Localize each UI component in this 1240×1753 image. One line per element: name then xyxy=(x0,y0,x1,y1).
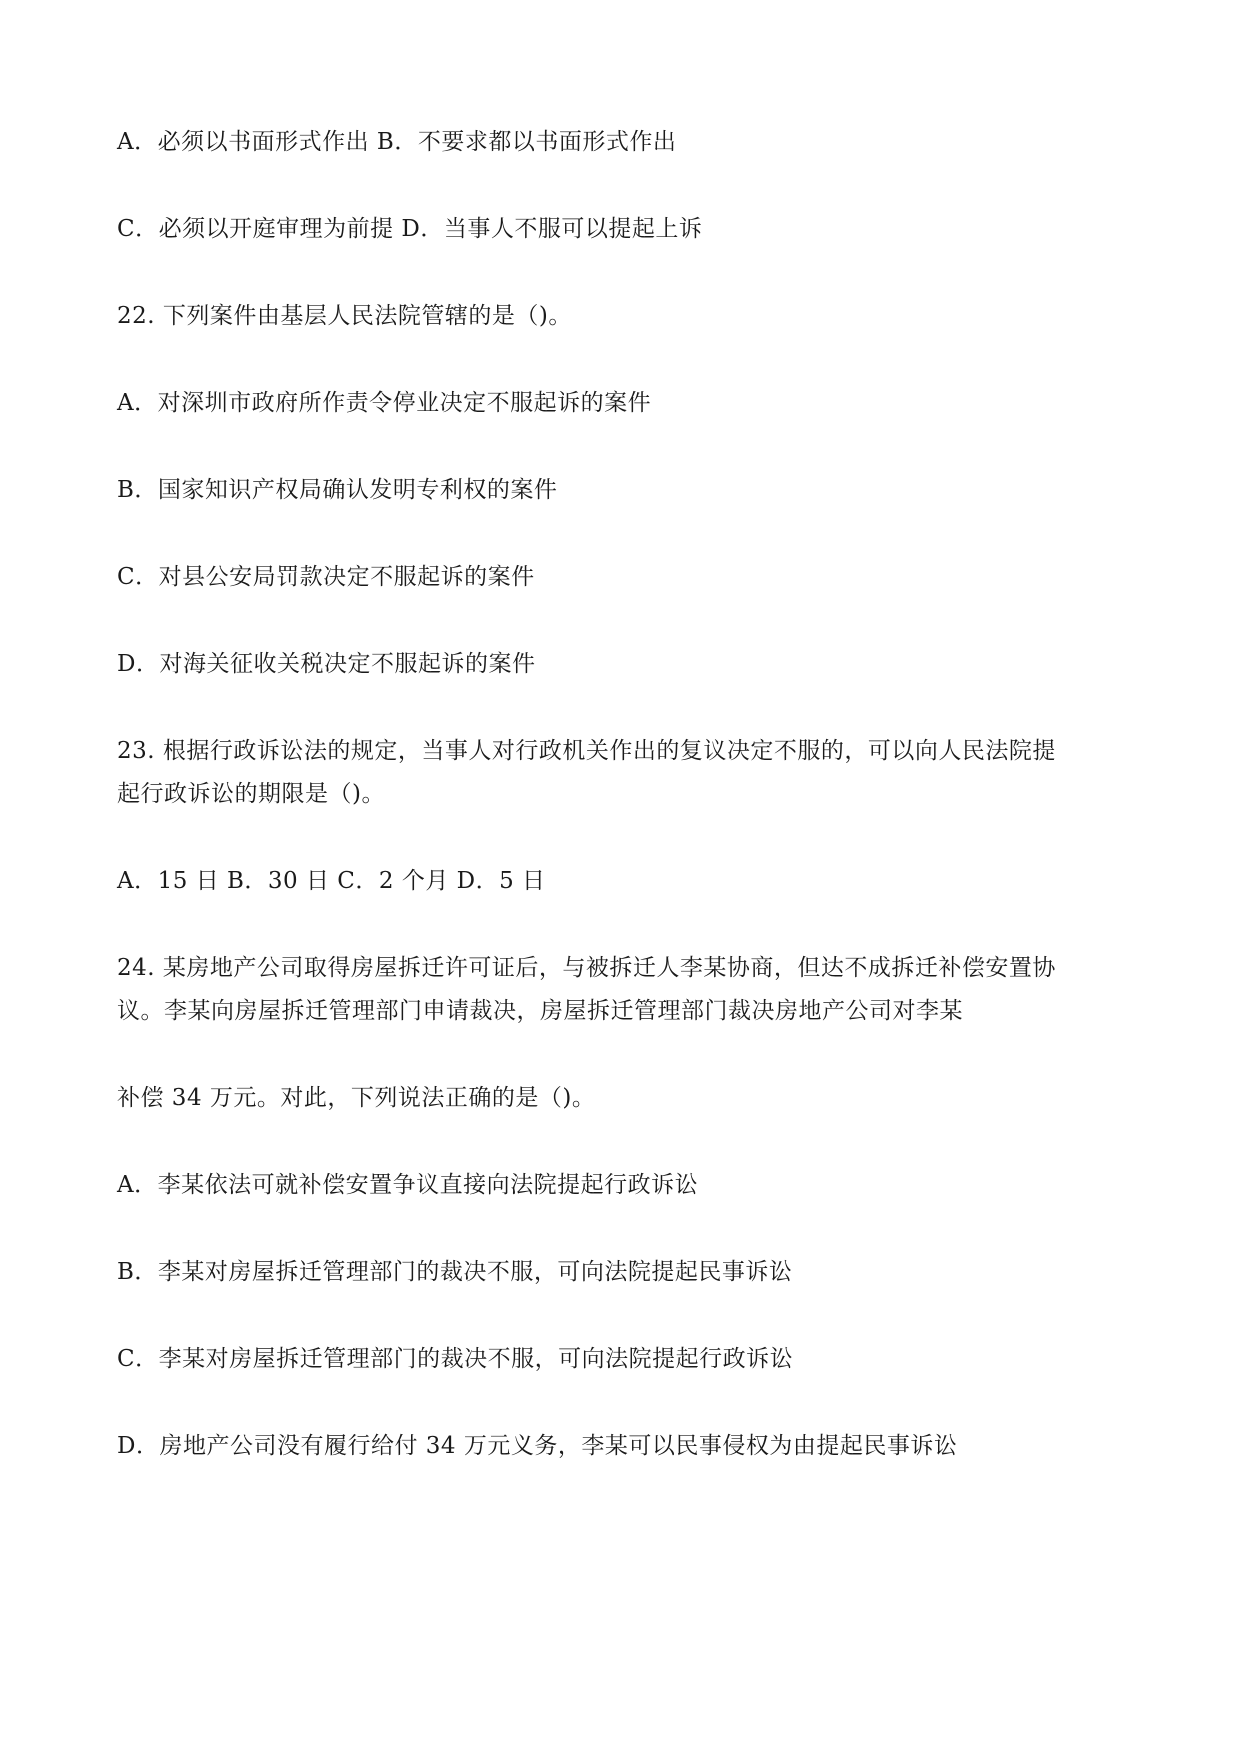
q21-options-ab: A．必须以书面形式作出 B．不要求都以书面形式作出 xyxy=(117,129,677,155)
q23-question-line2: 起行政诉讼的期限是（)。 xyxy=(117,781,385,807)
q24-question-line1: 24. 某房地产公司取得房屋拆迁许可证后，与被拆迁人李某协商，但达不成拆迁补偿安置协 xyxy=(117,955,1056,981)
q23-question-line1: 23. 根据行政诉讼法的规定，当事人对行政机关作出的复议决定不服的，可以向人民法院提 xyxy=(117,738,1056,764)
q22-option-b: B．国家知识产权局确认发明专利权的案件 xyxy=(117,477,558,503)
q24-option-c: C．李某对房屋拆迁管理部门的裁决不服，可向法院提起行政诉讼 xyxy=(117,1346,794,1372)
q24-option-d: D．房地产公司没有履行给付 34 万元义务，李某可以民事侵权为由提起民事诉讼 xyxy=(117,1433,958,1459)
q24-option-a: A．李某依法可就补偿安置争议直接向法院提起行政诉讼 xyxy=(117,1172,699,1198)
q22-option-a: A．对深圳市政府所作责令停业决定不服起诉的案件 xyxy=(117,390,652,416)
q24-question-line3: 补偿 34 万元。对此，下列说法正确的是（)。 xyxy=(117,1085,596,1111)
q24-option-b: B．李某对房屋拆迁管理部门的裁决不服，可向法院提起民事诉讼 xyxy=(117,1259,793,1285)
q22-option-c: C．对县公安局罚款决定不服起诉的案件 xyxy=(117,564,535,590)
q22-question: 22. 下列案件由基层人民法院管辖的是（)。 xyxy=(117,303,572,329)
q21-options-cd: C．必须以开庭审理为前提 D．当事人不服可以提起上诉 xyxy=(117,216,703,242)
q22-option-d: D．对海关征收关税决定不服起诉的案件 xyxy=(117,651,536,677)
q23-options: A．15 日 B．30 日 C．2 个月 D．5 日 xyxy=(117,868,546,894)
q24-question-line2: 议。李某向房屋拆迁管理部门申请裁决，房屋拆迁管理部门裁决房地产公司对李某 xyxy=(117,998,963,1024)
